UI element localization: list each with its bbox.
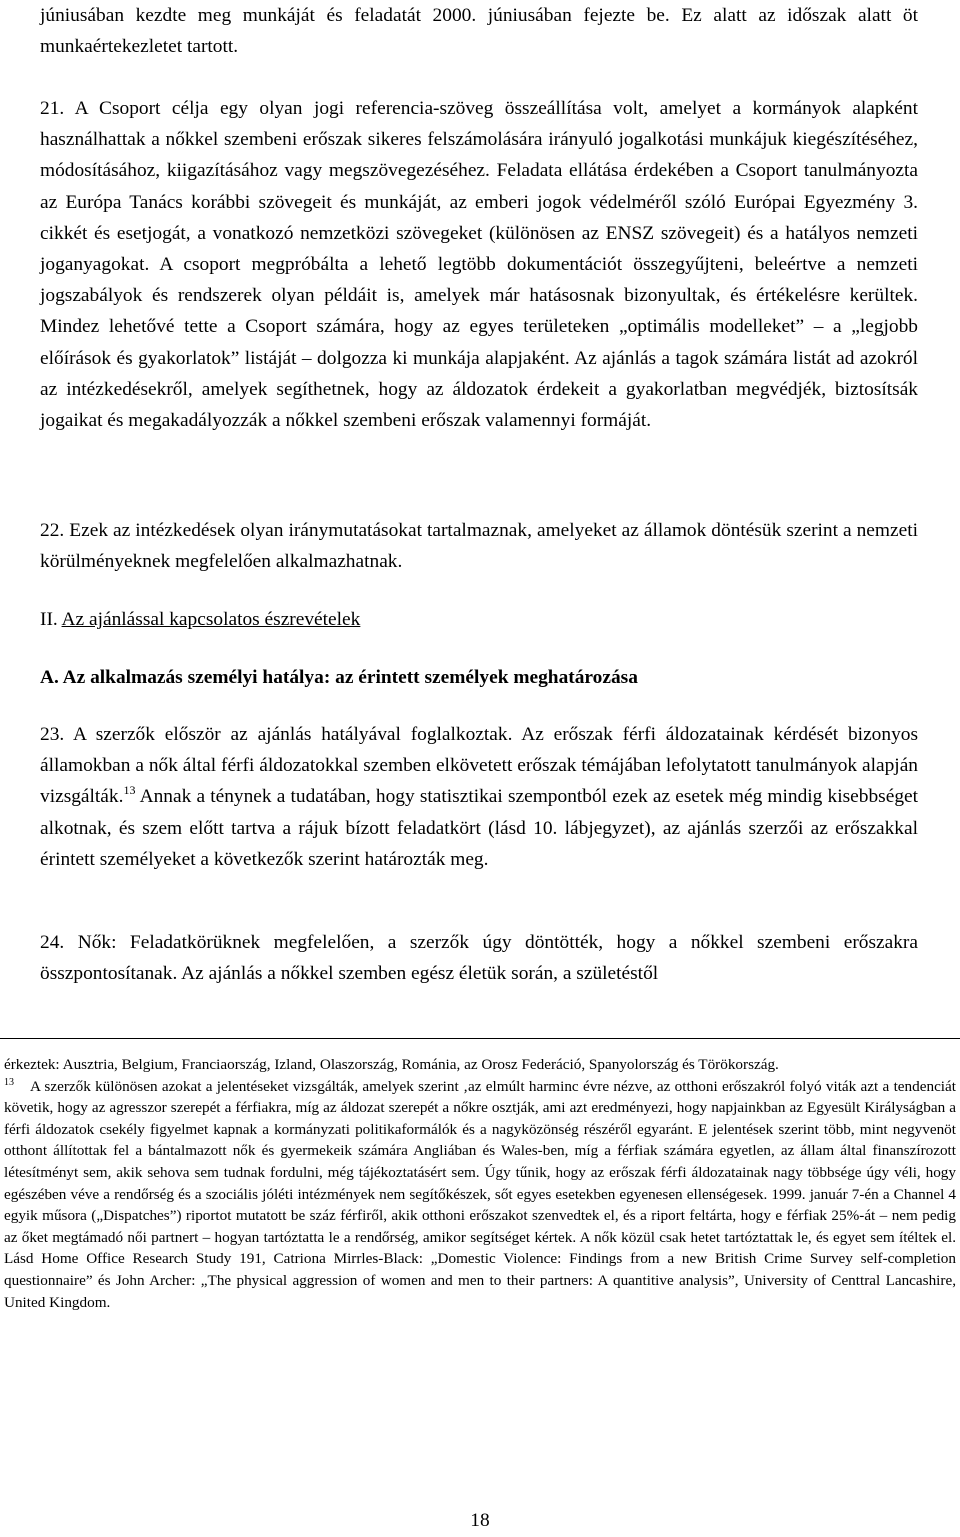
paragraph-21 [40, 93, 918, 436]
section-title: Az ajánlással kapcsolatos észrevételek [61, 609, 361, 630]
subsection-heading-a: A. Az alkalmazás személyi hatálya: az érintett személyek meghatározása [40, 667, 638, 688]
paragraph-text: Nők: Feladatkörüknek megfelelően, a szerzők úgy döntötték, hogy a nőkkel szembeni erőszakra összpontosítanak. Az ajánlás a nőkkel szemben egész életük során, a születéstől [40, 932, 918, 985]
paragraph-number: 22. [40, 520, 65, 541]
section-heading-ii [40, 604, 360, 635]
section-number: II. [40, 609, 58, 630]
footnote-reference[interactable]: 13 [123, 783, 136, 798]
footnote-13 [4, 1076, 956, 1314]
paragraph-23 [40, 719, 918, 875]
paragraph-text-before: A szerzők először az ajánlás hatályával foglalkoztak. Az erőszak férfi áldozatainak kérdését bizonyos államokban a nők által férfi áldozatokkal szemben elkövetett erőszak témájában lefolytatott tanulmányok alapján vizsgálták. [40, 724, 919, 808]
paragraph-number: 21. [40, 98, 65, 119]
paragraph-text-after: Annak a ténynek a tudatában, hogy statisztikai szempontból ezek az esetek még mindig kisebbséget alkotnak, és szem előtt tartva a rájuk bízott feladatkört (lásd 10. lábjegyzet), az ajánlás szerzői az erőszakkal érintett személyeket a következők szerint határozták meg. [40, 786, 919, 870]
footnote-text: A szerzők különösen azokat a jelentéseket vizsgálták, amelyek szerint ‚az elmúlt harminc évre nézve, az otthoni erőszakról folyó viták azt a tendenciát követik, hogy az agresszor szerepét a férfiakra, míg az áldozat szerepét a nőkre osztják, ami azt eredményezi, hogy napjainkban az Egyesült Királyságban a férfi áldozatok csekély figyelmet kapnak a kormányzati politikaformálók és a nagyközönség részéről egyaránt. E jelentések szerint több, mint negyvenöt otthont állítottak fel a bántalmazott nők és gyermekeik számára Angliában és Wales-ben, míg a férfiak számára egyetlen, az állam által finanszírozott létesítményt sem, akik sehova sem tudnak fordulni, még tájékoztatásért sem. Úgy tűnik, hogy az erőszak férfi áldozatainak nagy többsége úgy véli, hogy egészében véve a rendőrség és a szociális jóléti intézmények nem segítőkészek, sőt egyes esetekben egyenesen ellenségesek. 1999. január 7-én a Channel 4 egyik műsora („Dispatches”) riportot mutatott be száz férfiről, akik otthoni erőszakot szenvedtek el, és a riport feltárta, hogy e férfiak 25%-át – nem pedig az őket megtámadó női partnert – hogyan tartóztatta le a rendőrség, amikor segítséget kértek. A nők közül csak hetet tartóztattak le, és egyet sem ítéltek el. Lásd Home Office Research Study 191, Catriona Mirrles-Black: „Domestic Violence: Findings from a new British Crime Survey self-completion questionnaire” és John Archer: „The physical aggression of women and men to their partners: A quantitive analysis”, University of Centtral Lancashire, United Kingdom. [4, 1077, 956, 1311]
footnote-mark: 13 [4, 1076, 14, 1088]
paragraph-text: Ezek az intézkedések olyan iránymutatásokat tartalmaznak, amelyeket az államok döntésük szerint a nemzeti körülményeknek megfelelően alkalmazhatnak. [40, 520, 918, 573]
paragraph-number: 23. [40, 724, 65, 745]
page-number: 18 [470, 1510, 490, 1531]
footnote-continued: érkeztek: Ausztria, Belgium, Franciaország, Izland, Olaszország, Románia, az Orosz Federáció, Spanyolország és Törökország. [4, 1056, 779, 1073]
continued-paragraph: júniusában kezdte meg munkáját és feladatát 2000. júniusában fejezte be. Ez alatt az időszak alatt öt munkaértekezletet tartott. [40, 5, 918, 58]
paragraph-text: A Csoport célja egy olyan jogi referencia-szöveg összeállítása volt, amelyet a kormányok alapként használhattak a nőkkel szembeni erőszak sikeres felszámolására irányuló jogalkotási munkájuk kiegészítéséhez, módosításához, kiigazításához vagy megszövegezéséhez. Feladata ellátása érdekében a Csoport tanulmányozta az Európa Tanács korábbi szövegeit és munkáját, az emberi jogok védelméről szóló Európai Egyezmény 3. cikkét és esetjogát, a vonatkozó nemzetközi szövegeket (különösen az ENSZ szövegeit) és a hatályos nemzeti joganyagokat. A csoport megpróbálta a lehető legtöbb dokumentációt összegyűjteni, beleértve a nemzeti jogszabályok és rendszerek olyan példáit is, amelyek már hatásosnak bizonyultak, és értékelésre kerültek. Mindez lehetővé tette a Csoport számára, hogy az egyes területeken „optimális modelleket” – a „legjobb előírások és gyakorlatok” listáját – dolgozza ki munkája alapjaként. Az ajánlás a tagok számára listát ad azokról az intézkedésekről, amelyek segíthetnek, hogy az áldozatok érdekeit a gyakorlatban megvédjék, biztosítsák jogaikat és megakadályozzák a nőkkel szembeni erőszak valamennyi formáját. [40, 98, 918, 432]
paragraph-number: 24. [40, 932, 65, 953]
footnotes [4, 1054, 956, 1313]
paragraph-24 [40, 927, 918, 989]
footnote-separator [0, 1038, 960, 1039]
paragraph-22 [40, 515, 918, 577]
